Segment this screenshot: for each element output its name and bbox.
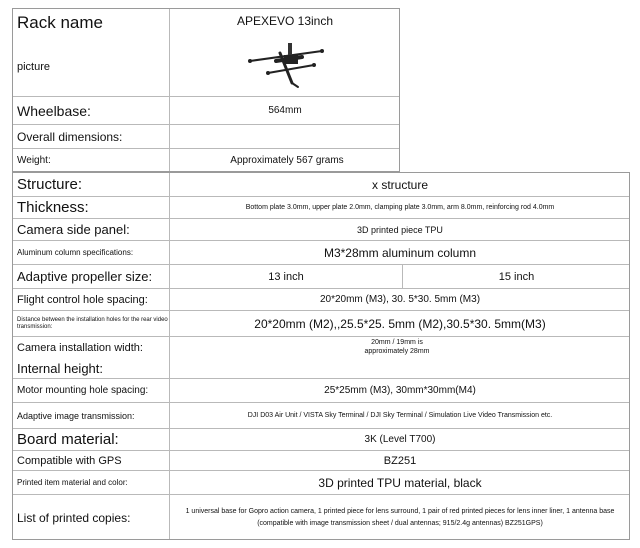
camera-width-value: 20mm / 19mm is approximately 28mm — [364, 339, 430, 355]
thickness-value: Bottom plate 3.0mm, upper plate 2.0mm, clamping plate 3.0mm, arm 8.0mm, reinforcing rod 4.0mm — [245, 204, 555, 211]
row-label: Adaptive image transmission: — [12, 403, 170, 428]
table-row — [12, 172, 630, 196]
row-label: List of printed copies: — [12, 495, 170, 540]
table-row — [12, 358, 630, 378]
table-row — [12, 428, 630, 450]
row-label: Compatible with GPS — [12, 451, 170, 470]
image-transmission-value: DJI D03 Air Unit / VISTA Sky Terminal / DJI Sky Terminal / Simulation Live Video Transmission etc. — [247, 412, 553, 419]
row-label: Motor mounting hole spacing: — [12, 379, 170, 402]
row-label: Distance between the installation holes for the rear video transmission: — [12, 311, 170, 336]
row-label: Wheelbase: — [12, 97, 170, 124]
table-row — [12, 96, 400, 124]
row-label: Camera installation width: — [12, 337, 170, 358]
table-row — [12, 378, 630, 402]
row-label: Structure: — [12, 173, 170, 196]
printed-copies-value: 1 universal base for Gopro action camera, 1 printed piece for lens surround, 1 pair of red printed pieces for lens inner liner, 1 antenna base (compatible with image transmission sheet / dual antennas; 915/2.4g antennas) BZ251GPS) — [185, 507, 615, 527]
table-row — [12, 240, 630, 264]
flight-control-spacing-value: 20*20mm (M3), 30. 5*30. 5mm (M3) — [319, 294, 481, 305]
table-row — [12, 450, 630, 470]
weight-value: Approximately 567 grams — [230, 155, 344, 166]
row-label: Thickness: — [12, 197, 170, 218]
table-row — [12, 196, 630, 218]
row-label: Camera side panel: — [12, 219, 170, 240]
gps-value: BZ251 — [383, 454, 417, 467]
table-row — [12, 310, 630, 336]
row-label: Adaptive propeller size: — [12, 265, 170, 288]
propeller-size-13: 13 inch — [268, 270, 304, 283]
row-label: Printed item material and color: — [12, 471, 170, 494]
row-label: Aluminum column specifications: — [12, 241, 170, 264]
drone-frame-image — [240, 39, 330, 95]
table-row — [12, 288, 630, 310]
frame-picture — [170, 38, 400, 96]
table-row — [12, 470, 630, 494]
dimensions-value — [170, 125, 400, 148]
rack-name-value: APEXEVO 13inch — [236, 14, 334, 28]
wheelbase-value: 564mm — [268, 105, 302, 116]
table-row — [12, 38, 400, 96]
table-row — [12, 218, 630, 240]
table-row — [12, 336, 630, 358]
camera-panel-value: 3D printed piece TPU — [357, 224, 443, 235]
row-label: Board material: — [12, 429, 170, 450]
row-label: Internal height: — [12, 358, 170, 378]
board-material-value: 3K (Level T700) — [364, 434, 436, 445]
aluminum-column-value: M3*28mm aluminum column — [323, 245, 477, 260]
vtx-hole-spacing-value: 20*20mm (M2),,25.5*25. 5mm (M2),30.5*30. 5mm(M3) — [254, 316, 546, 331]
table-row — [12, 494, 630, 540]
table-row — [12, 148, 400, 172]
table-row — [12, 402, 630, 428]
row-label: Overall dimensions: — [12, 125, 170, 148]
table-row — [12, 8, 400, 38]
row-label: Weight: — [12, 149, 170, 172]
structure-value: x structure — [371, 177, 428, 192]
row-label: Flight control hole spacing: — [12, 289, 170, 310]
table-row — [12, 124, 400, 148]
row-label: picture — [12, 38, 170, 96]
row-label: Rack name — [12, 8, 170, 38]
printed-material-value: 3D printed TPU material, black — [318, 475, 482, 490]
table-row — [12, 264, 630, 288]
propeller-size-15: 15 inch — [402, 265, 630, 288]
motor-spacing-value: 25*25mm (M3), 30mm*30mm(M4) — [324, 385, 476, 396]
